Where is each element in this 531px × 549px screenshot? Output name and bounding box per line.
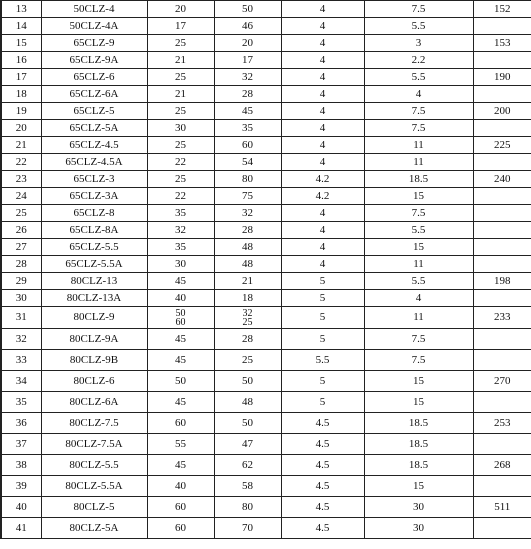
table-cell: 80CLZ-5.5 [41,455,147,476]
table-cell: 5 [281,273,364,290]
table-cell: 7.5 [364,1,473,18]
table-row [1,518,531,539]
table-cell: 27 [1,239,41,256]
table-cell: 13 [1,1,41,18]
table-cell: 200 [473,103,531,120]
table-cell: 25 [147,171,214,188]
table-cell [473,290,531,307]
table-cell: 4 [281,239,364,256]
table-cell: 153 [473,35,531,52]
table-row [1,307,531,329]
table-cell: 20 [1,120,41,137]
table-cell: 80CLZ-7.5A [41,434,147,455]
table-cell [473,518,531,539]
table-cell: 32 [147,222,214,239]
table-cell: 225 [473,137,531,154]
table-cell: 198 [473,273,531,290]
table-cell: 4 [281,35,364,52]
table-cell: 65CLZ-5.5A [41,256,147,273]
table-cell: 80CLZ-13A [41,290,147,307]
table-cell: 48 [214,256,281,273]
table-cell: 18.5 [364,434,473,455]
table-cell: 62 [214,455,281,476]
table-cell: 80CLZ-5A [41,518,147,539]
table-row [1,35,531,52]
table-row [1,205,531,222]
table-cell: 25 [1,205,41,222]
table-row [1,222,531,239]
table-cell: 2.2 [364,52,473,69]
table-cell: 65CLZ-8 [41,205,147,222]
table-cell: 65CLZ-6A [41,86,147,103]
table-cell: 40 [147,476,214,497]
table-cell: 50 [214,371,281,392]
table-row [1,256,531,273]
table-cell: 18.5 [364,171,473,188]
table-cell: 65CLZ-4.5 [41,137,147,154]
table-row [1,120,531,137]
table-row [1,455,531,476]
table-cell: 25 [147,103,214,120]
table-cell: 28 [214,329,281,350]
table-row [1,497,531,518]
table-cell: 15 [1,35,41,52]
table-cell: 48 [214,392,281,413]
table-row [1,413,531,434]
table-cell: 65CLZ-8A [41,222,147,239]
table-row [1,239,531,256]
table-cell: 24 [1,188,41,205]
table-cell: 25 [214,350,281,371]
table-cell: 270 [473,371,531,392]
table-cell: 4 [281,69,364,86]
table-cell: 31 [1,307,41,329]
table-cell: 5 [281,329,364,350]
table-cell: 60 [214,137,281,154]
table-cell: 35 [147,239,214,256]
table-cell: 511 [473,497,531,518]
table-cell: 33 [1,350,41,371]
table-cell: 25 [147,137,214,154]
table-cell: 4.5 [281,476,364,497]
table-cell [473,222,531,239]
table-cell: 21 [147,52,214,69]
table-cell: 30 [147,120,214,137]
table-cell: 34 [1,371,41,392]
table-cell: 28 [1,256,41,273]
table-cell: 5 [281,290,364,307]
table-cell: 4.5 [281,518,364,539]
table-cell: 45 [147,273,214,290]
table-cell: 70 [214,518,281,539]
table-cell: 54 [214,154,281,171]
table-row [1,86,531,103]
table-cell: 50 [214,1,281,18]
table-cell: 65CLZ-9A [41,52,147,69]
table-cell: 4 [281,137,364,154]
table-row [1,329,531,350]
table-cell: 50 [147,371,214,392]
table-cell: 4 [281,86,364,103]
table-cell: 17 [1,69,41,86]
table-row [1,290,531,307]
table-cell: 47 [214,434,281,455]
table-cell: 4 [364,86,473,103]
stacked-value: 60 [175,316,186,328]
table-cell: 5.5 [364,69,473,86]
table-cell: 60 [147,518,214,539]
table-cell: 20 [147,1,214,18]
table-cell: 18.5 [364,413,473,434]
table-cell [473,329,531,350]
table-cell: 5.5 [364,222,473,239]
table-cell: 25 [147,35,214,52]
table-cell: 152 [473,1,531,18]
table-cell: 30 [147,256,214,273]
table-cell: 39 [1,476,41,497]
table-row [1,371,531,392]
table-cell [473,256,531,273]
table-body [1,1,531,539]
table-cell: 60 [147,413,214,434]
table-cell: 4 [281,18,364,35]
table-row [1,1,531,18]
table-cell: 5 [281,307,364,329]
table-cell: 32 [214,205,281,222]
table-cell: 32 [1,329,41,350]
stacked-value: 32 [242,307,253,319]
table-cell: 11 [364,137,473,154]
table-cell: 18.5 [364,455,473,476]
table-cell: 4 [281,222,364,239]
table-cell: 65CLZ-9 [41,35,147,52]
table-cell: 14 [1,18,41,35]
table-cell: 5.5 [364,18,473,35]
table-cell: 65CLZ-5 [41,103,147,120]
table-row [1,52,531,69]
table-cell: 65CLZ-5.5 [41,239,147,256]
table-row [1,171,531,188]
table-cell [473,154,531,171]
table-cell: 4 [281,154,364,171]
table-cell: 7.5 [364,103,473,120]
table-cell: 65CLZ-4.5A [41,154,147,171]
table-cell: 15 [364,371,473,392]
table-cell: 32 [214,69,281,86]
table-cell [473,188,531,205]
table-cell [473,392,531,413]
table-cell: 4.2 [281,171,364,188]
table-cell: 80CLZ-5.5A [41,476,147,497]
table-cell: 4 [364,290,473,307]
table-cell: 80CLZ-9 [41,307,147,329]
table-cell: 80 [214,497,281,518]
table-cell: 65CLZ-6 [41,69,147,86]
table-row [1,188,531,205]
table-cell: 23 [1,171,41,188]
table-row [1,18,531,35]
table-cell: 29 [1,273,41,290]
table-cell: 4.2 [281,188,364,205]
table-cell: 4.5 [281,434,364,455]
table-cell: 7.5 [364,120,473,137]
table-cell: 80CLZ-6 [41,371,147,392]
table-cell [473,434,531,455]
table-row [1,103,531,120]
table-cell: 45 [147,350,214,371]
table-cell: 45 [147,455,214,476]
table-cell: 65CLZ-3A [41,188,147,205]
table-cell: 19 [1,103,41,120]
table-cell [473,86,531,103]
table-cell: 45 [214,103,281,120]
table-cell: 35 [147,205,214,222]
table-cell: 80CLZ-5 [41,497,147,518]
table-cell: 240 [473,171,531,188]
table-cell: 65CLZ-5A [41,120,147,137]
table-cell: 40 [147,290,214,307]
table-cell: 36 [1,413,41,434]
table-cell: 50 [214,413,281,434]
table-cell: 18 [1,86,41,103]
table-cell: 25 [147,69,214,86]
table-cell: 17 [214,52,281,69]
table-cell: 38 [1,455,41,476]
table-cell: 30 [1,290,41,307]
table-cell: 21 [214,273,281,290]
table-cell [473,120,531,137]
table-cell: 80CLZ-9B [41,350,147,371]
table-cell: 60 [147,497,214,518]
table-cell: 190 [473,69,531,86]
table-row [1,69,531,86]
table-cell [473,350,531,371]
table-cell: 21 [1,137,41,154]
table-cell: 30 [364,497,473,518]
table-cell: 5.5 [364,273,473,290]
table-cell: 28 [214,86,281,103]
table-cell [473,476,531,497]
table-cell: 22 [147,154,214,171]
table-cell: 4 [281,205,364,222]
table-cell: 41 [1,518,41,539]
table-cell [473,52,531,69]
table-row [1,137,531,154]
table-cell: 233 [473,307,531,329]
table-row [1,476,531,497]
table-cell: 11 [364,154,473,171]
table-cell: 268 [473,455,531,476]
table-cell: 80CLZ-6A [41,392,147,413]
table-cell: 80CLZ-9A [41,329,147,350]
table-cell: 37 [1,434,41,455]
table-cell: 50CLZ-4 [41,1,147,18]
table-cell: 17 [147,18,214,35]
table-cell: 18 [214,290,281,307]
table-cell: 45 [147,329,214,350]
table-cell [214,307,281,329]
stacked-value: 25 [242,316,253,328]
table-cell [473,18,531,35]
table-cell: 46 [214,18,281,35]
table-cell: 4 [281,120,364,137]
table-row [1,273,531,290]
table-cell: 58 [214,476,281,497]
table-cell: 65CLZ-3 [41,171,147,188]
table-cell: 4.5 [281,455,364,476]
table-cell: 4 [281,1,364,18]
table-cell: 21 [147,86,214,103]
table-cell: 3 [364,35,473,52]
table-cell: 80 [214,171,281,188]
table-cell: 80CLZ-7.5 [41,413,147,434]
table-cell: 20 [214,35,281,52]
stacked-value: 50 [175,307,186,319]
table-cell: 253 [473,413,531,434]
table-cell: 80CLZ-13 [41,273,147,290]
table-cell: 11 [364,307,473,329]
table-cell: 4 [281,52,364,69]
table-cell: 30 [364,518,473,539]
table-row [1,154,531,171]
table-cell: 4.5 [281,497,364,518]
table-cell: 7.5 [364,350,473,371]
table-cell: 4 [281,103,364,120]
table-row [1,392,531,413]
table-cell: 5 [281,392,364,413]
table-cell [473,205,531,222]
table-cell: 22 [147,188,214,205]
table-cell: 75 [214,188,281,205]
table-cell: 40 [1,497,41,518]
table-cell: 15 [364,188,473,205]
table-cell: 11 [364,256,473,273]
table-cell: 28 [214,222,281,239]
table-cell: 48 [214,239,281,256]
table-cell: 4 [281,256,364,273]
table-cell: 5 [281,371,364,392]
table-cell: 26 [1,222,41,239]
table-cell: 16 [1,52,41,69]
table-cell: 45 [147,392,214,413]
table-cell: 35 [1,392,41,413]
table-cell: 55 [147,434,214,455]
table-cell: 7.5 [364,205,473,222]
table-cell [473,239,531,256]
table-cell: 15 [364,476,473,497]
table-cell [147,307,214,329]
table-row [1,434,531,455]
table-row [1,350,531,371]
table-cell: 7.5 [364,329,473,350]
table-cell: 50CLZ-4A [41,18,147,35]
table-cell: 22 [1,154,41,171]
table-cell: 5.5 [281,350,364,371]
table-cell: 4.5 [281,413,364,434]
table-cell: 15 [364,392,473,413]
table-cell: 15 [364,239,473,256]
table-cell: 35 [214,120,281,137]
